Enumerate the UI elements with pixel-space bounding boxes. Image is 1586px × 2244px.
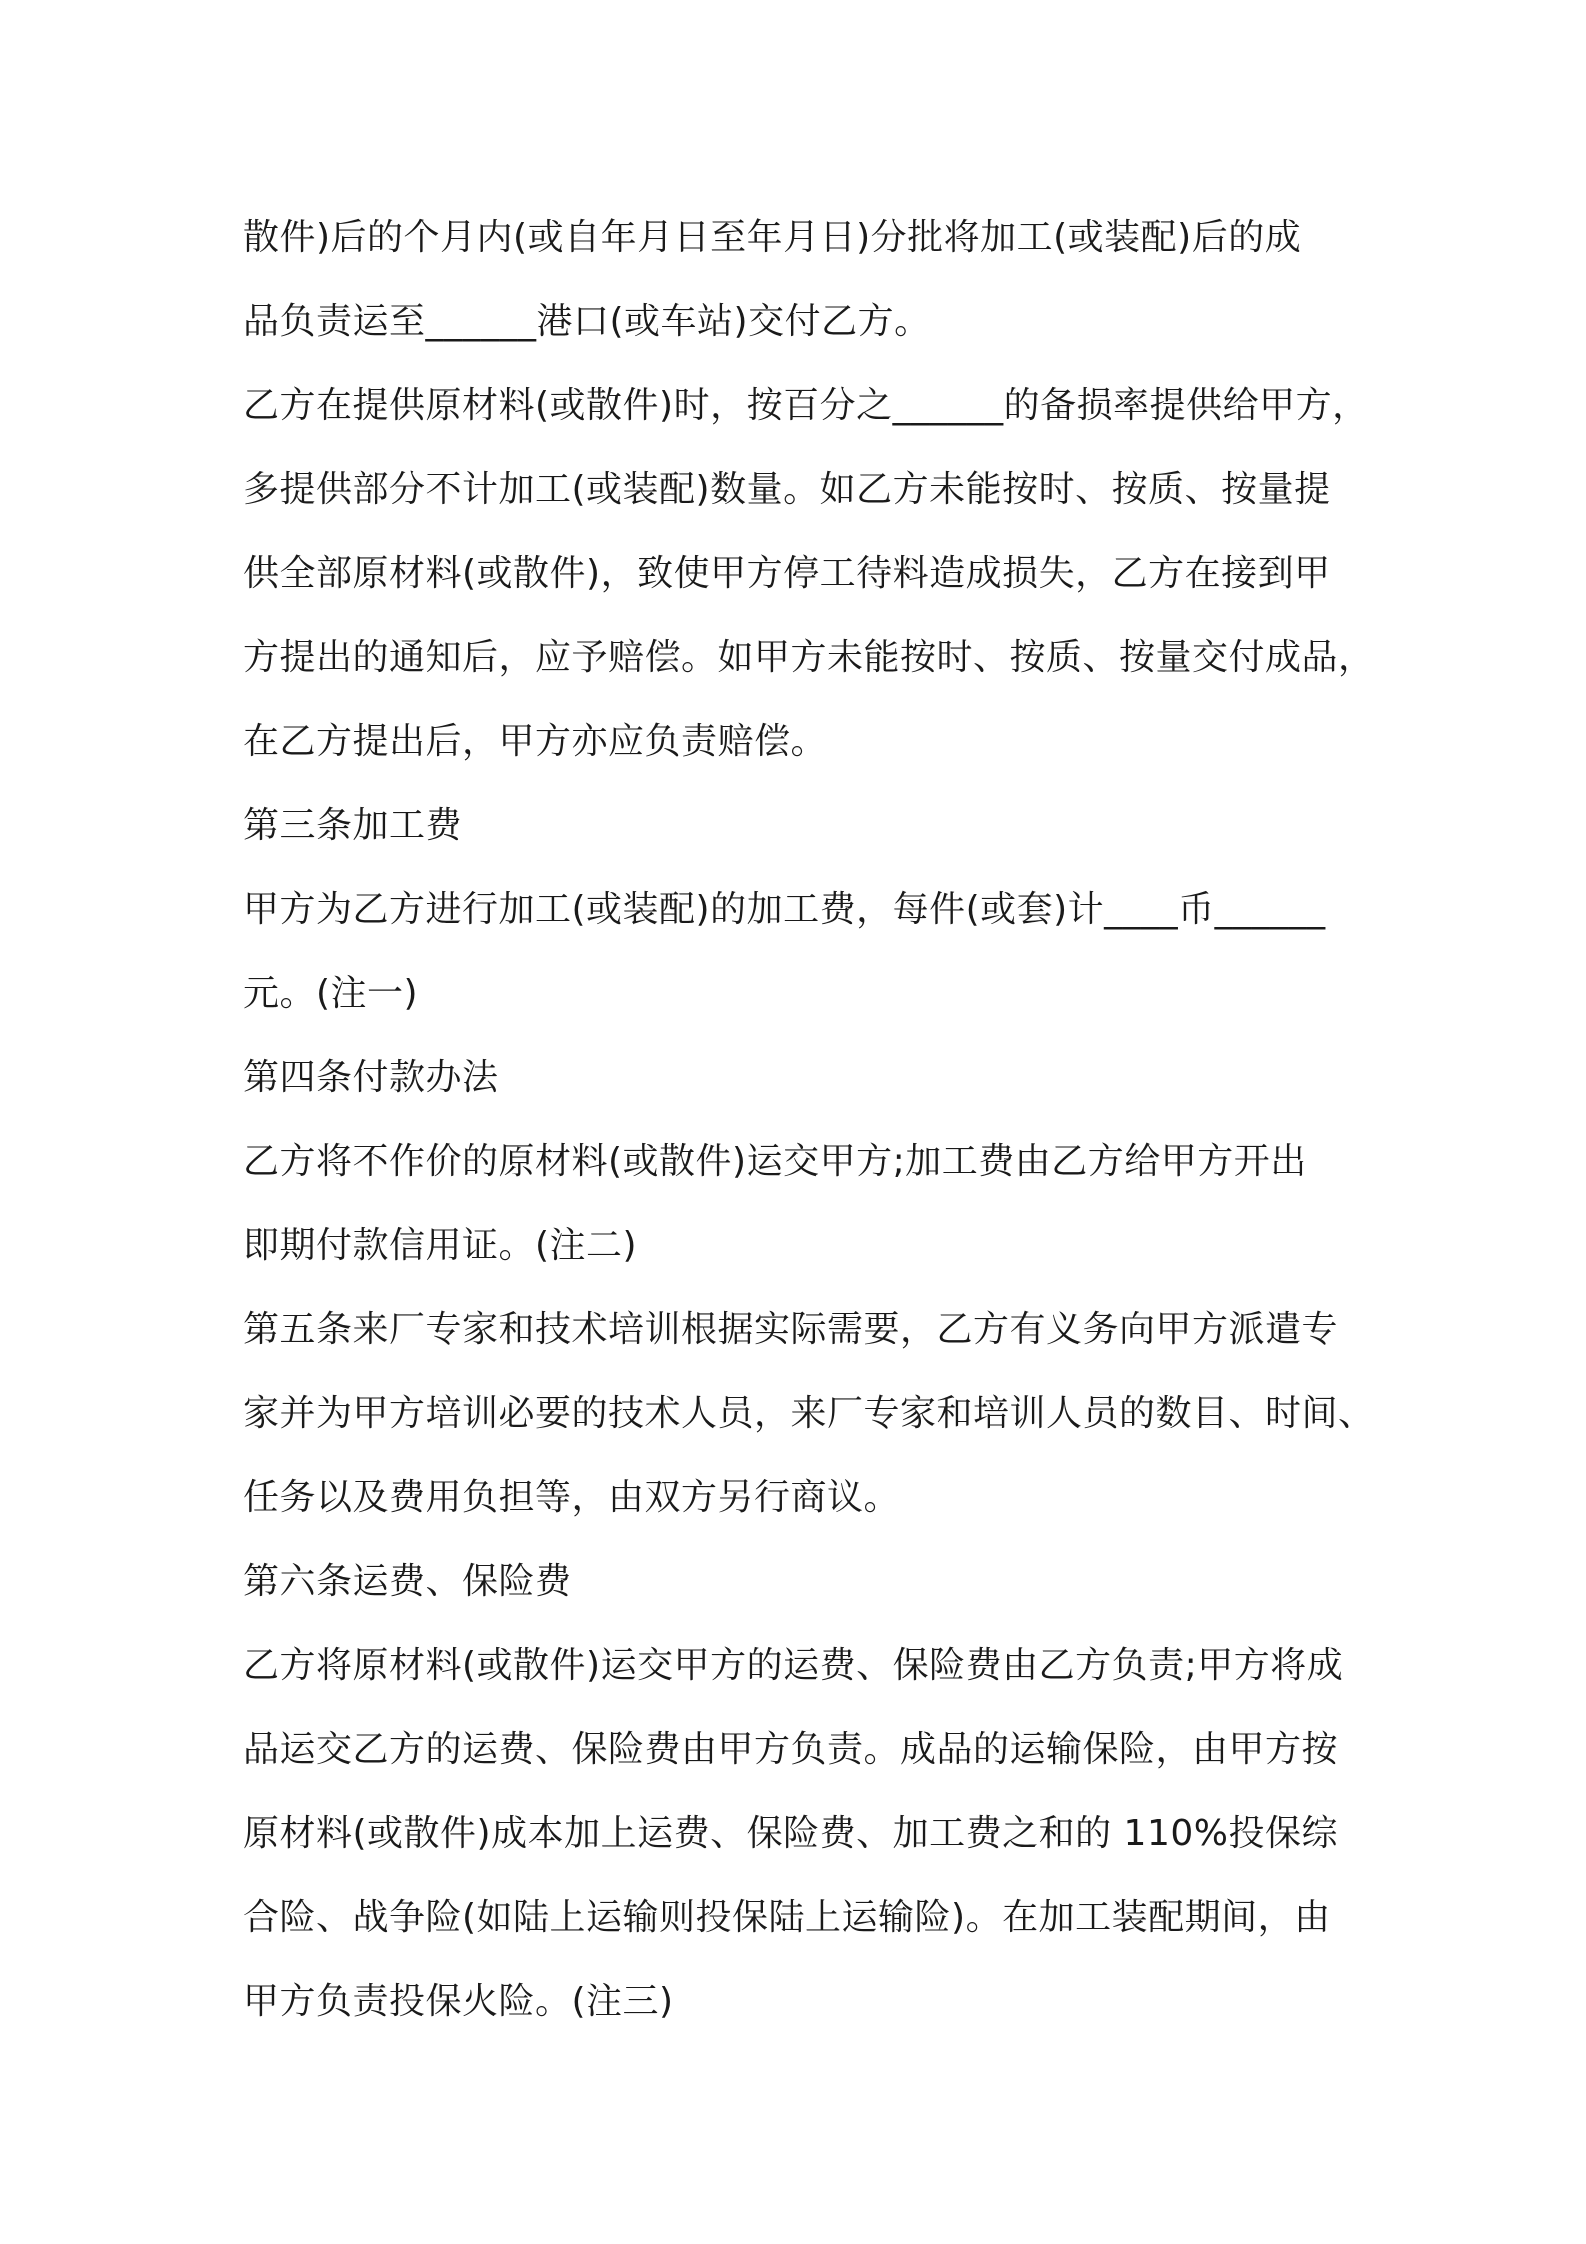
text-line: 乙方将原材料(或散件)运交甲方的运费、保险费由乙方负责;甲方将成 <box>243 1645 1344 1686</box>
text-line: 品运交乙方的运费、保险费由甲方负责。成品的运输保险，由甲方按 <box>243 1729 1339 1770</box>
text-line: 品负责运至______港口(或车站)交付乙方。 <box>243 301 931 342</box>
section-heading: 第四条付款办法 <box>243 1057 499 1098</box>
text-line: 甲方负责投保火险。(注三) <box>243 1981 674 2022</box>
document-body <box>243 196 1375 2044</box>
text-line: 方提出的通知后，应予赔偿。如甲方未能按时、按质、按量交付成品， <box>243 637 1375 678</box>
section-heading: 第三条加工费 <box>243 805 463 846</box>
text-line: 任务以及费用负担等，由双方另行商议。 <box>243 1477 901 1518</box>
text-line: 多提供部分不计加工(或装配)数量。如乙方未能按时、按质、按量提 <box>243 469 1331 510</box>
text-line: 乙方将不作价的原材料(或散件)运交甲方;加工费由乙方给甲方开出 <box>243 1141 1307 1182</box>
text-line: 家并为甲方培训必要的技术人员，来厂专家和培训人员的数目、时间、 <box>243 1393 1375 1434</box>
text-line: 供全部原材料(或散件)，致使甲方停工待料造成损失，乙方在接到甲 <box>243 553 1331 594</box>
text-line: 元。(注一) <box>243 973 419 1014</box>
text-line: 在乙方提出后，甲方亦应负责赔偿。 <box>243 721 828 762</box>
text-line: 原材料(或散件)成本加上运费、保险费、加工费之和的 110%投保综 <box>243 1813 1338 1854</box>
text-line: 即期付款信用证。(注二) <box>243 1225 638 1266</box>
text-line: 合险、战争险(如陆上运输则投保陆上运输险)。在加工装配期间，由 <box>243 1897 1331 1938</box>
section-heading: 第五条来厂专家和技术培训根据实际需要，乙方有义务向甲方派遣专 <box>243 1309 1339 1350</box>
section-heading: 第六条运费、保险费 <box>243 1561 572 1602</box>
text-line: 散件)后的个月内(或自年月日至年月日)分批将加工(或装配)后的成 <box>243 217 1302 258</box>
text-line: 乙方在提供原材料(或散件)时，按百分之______的备损率提供给甲方， <box>243 385 1369 426</box>
text-line: 甲方为乙方进行加工(或装配)的加工费，每件(或套)计____币______ <box>243 889 1326 930</box>
